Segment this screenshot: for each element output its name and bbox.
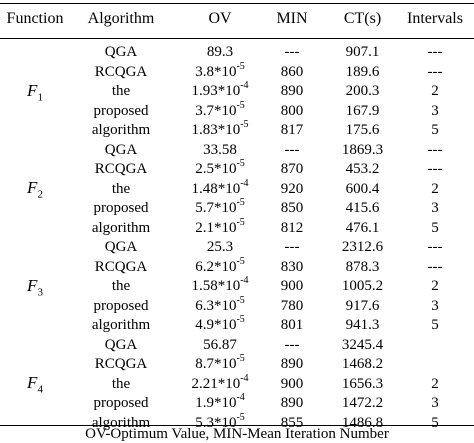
cell-intervals: 5 [431,122,439,138]
header-intervals: Intervals [407,10,463,27]
ov-exponent: -5 [236,216,245,228]
cell-ct: 1869.3 [341,141,384,158]
ov-base: 56.87 [203,336,237,353]
header-algorithm: Algorithm [87,10,155,27]
cell-min: --- [284,239,300,255]
cell-min: 800 [280,102,304,119]
ov-base: 1.58*10 [191,278,241,294]
cell-ct: 1472.2 [341,395,384,411]
cell-min: 812 [280,219,304,236]
cell-ov [170,160,270,180]
cell-algorithm: RCQGA [94,258,148,275]
ov-base: 1.83*10 [191,122,241,138]
cell-intervals: 3 [431,395,439,411]
table-footnote: OV-Optimum Value, MIN-Mean Iteration Number [85,426,389,442]
ov-base: 2.5*10 [195,161,237,177]
cell-intervals [398,336,472,356]
cell-algorithm: RCQGA [94,63,148,80]
cell-ct: 200.3 [345,83,380,99]
function-letter: F [27,80,38,100]
cell-algorithm: algorithm [91,317,151,333]
cell-algorithm: QGA [104,336,138,353]
cell-ct: 453.2 [345,161,380,177]
ov-exponent: -4 [240,275,249,286]
cell-intervals: 2 [431,83,439,99]
function-subscript: 2 [37,188,43,201]
cell-ct: 3245.4 [341,336,384,353]
function-letter: F [27,178,38,198]
cell-ov [170,277,270,297]
cell-min: 817 [280,122,304,138]
cell-intervals: 3 [431,200,439,216]
cell-ov [170,316,270,336]
cell-algorithm: algorithm [91,219,151,236]
ov-exponent: -4 [240,80,249,91]
cell-algorithm: proposed [93,200,149,216]
cell-ov [170,372,270,395]
ov-base: 3.8*10 [195,63,237,80]
cell-intervals: 2 [431,180,439,197]
ov-base: 25.3 [206,239,234,255]
cell-ov [170,199,270,219]
ov-exponent: -5 [240,119,249,130]
cell-ct: 1468.2 [341,356,384,372]
ov-base: 4.9*10 [195,317,237,333]
function-label [0,373,70,399]
cell-min: --- [284,336,300,353]
ov-exponent: -4 [240,372,249,384]
header-function: Function [6,10,64,27]
ov-exponent: -5 [236,294,245,306]
ov-exponent: -5 [236,60,245,72]
ov-base: 1.48*10 [191,180,241,197]
cell-min: 870 [280,161,304,177]
table-header [0,0,474,36]
cell-ov [170,255,270,278]
cell-algorithm: proposed [93,297,149,314]
top-rule [0,3,474,4]
ov-base: 1.9*10 [195,395,237,411]
ov-base: 33.58 [203,141,237,158]
cell-min: 850 [280,200,304,216]
cell-algorithm: the [111,278,131,294]
cell-algorithm: proposed [93,395,149,411]
cell-ov [170,238,270,258]
cell-algorithm: the [111,375,131,392]
cell-min: 801 [280,317,304,333]
cell-ov [170,60,270,83]
ov-exponent: -5 [236,353,245,364]
cell-ov [170,141,270,161]
function-label [0,178,70,204]
cell-algorithm: RCQGA [94,161,148,177]
ov-base: 1.93*10 [191,83,241,99]
cell-intervals: 2 [431,375,439,392]
cell-ov [170,177,270,200]
cell-intervals: --- [427,258,443,275]
cell-min: --- [284,141,300,158]
cell-ct: 941.3 [345,317,380,333]
ov-base: 3.7*10 [195,102,237,119]
header-ct: CT(s) [343,10,382,27]
ov-exponent: -4 [236,392,245,403]
cell-ov [170,336,270,356]
cell-intervals: --- [427,141,443,158]
cell-algorithm: the [111,180,131,197]
function-letter: F [27,373,38,393]
cell-algorithm: RCQGA [94,356,148,372]
function-subscript: 3 [37,286,43,299]
cell-intervals: --- [427,63,443,80]
cell-ct: 175.6 [345,122,380,138]
cell-algorithm: QGA [104,141,138,158]
cell-ct: 878.3 [345,258,380,275]
cell-algorithm: algorithm [91,122,151,138]
cell-ov [170,121,270,141]
cell-ct: 415.6 [345,200,380,216]
ov-exponent: -4 [240,177,249,189]
cell-min: 890 [280,395,304,411]
ov-base: 2.1*10 [195,219,237,236]
ov-base: 5.3*10 [195,414,237,431]
function-subscript: 1 [37,91,43,104]
cell-min: --- [284,44,300,60]
cell-min: 890 [280,83,304,99]
cell-intervals: 5 [431,317,439,333]
header-ov: OV [208,10,232,27]
cell-intervals: 3 [431,102,439,119]
ov-base: 6.3*10 [195,297,237,314]
cell-algorithm: QGA [104,239,138,255]
cell-ct: 1005.2 [341,278,384,294]
cell-intervals: --- [427,239,443,255]
cell-intervals [398,355,472,375]
cell-ct: 907.1 [345,44,380,60]
cell-intervals: 5 [431,219,439,236]
ov-exponent: -5 [236,255,245,267]
function-label [0,81,70,107]
ov-base: 2.21*10 [191,375,241,392]
ov-exponent: -5 [236,197,245,208]
cell-min: 920 [280,180,304,197]
cell-ov [170,82,270,102]
cell-algorithm: proposed [93,102,149,119]
cell-ct: 917.6 [345,297,380,314]
cell-min: 860 [280,63,304,80]
cell-ct: 1656.3 [341,375,384,392]
function-label [0,276,70,302]
cell-algorithm: algorithm [91,414,151,431]
function-letter: F [27,275,38,295]
cell-min: 780 [280,297,304,314]
ov-exponent: -5 [236,99,245,111]
cell-intervals: 2 [431,278,439,294]
ov-exponent: -5 [236,314,245,325]
cell-intervals: --- [427,44,443,60]
cell-ov [170,355,270,375]
cell-ov [170,43,270,63]
ov-base: 8.7*10 [195,356,237,372]
cell-algorithm: QGA [104,44,138,60]
cell-ov [170,99,270,122]
cell-ct: 2312.6 [341,239,384,255]
cell-intervals: 5 [431,414,439,431]
cell-ov [170,216,270,239]
function-subscript: 4 [37,383,43,396]
cell-min: 855 [280,414,304,431]
cell-ct: 189.6 [345,63,380,80]
ov-base: 6.2*10 [195,258,237,275]
cell-min: 900 [280,278,304,294]
ov-base: 5.7*10 [195,200,237,216]
cell-intervals: 3 [431,297,439,314]
header-min: MIN [276,10,308,27]
cell-ct: 600.4 [345,180,380,197]
cell-ov [170,294,270,317]
cell-ct: 476.1 [345,219,380,236]
cell-intervals: --- [427,161,443,177]
ov-exponent: -5 [236,411,245,423]
cell-algorithm: the [111,83,131,99]
ov-exponent: -5 [236,158,245,169]
cell-min: 890 [280,356,304,372]
cell-ct: 167.9 [345,102,380,119]
cell-ov [170,394,270,414]
cell-ct: 1486.8 [341,414,384,431]
header-rule [0,38,474,39]
ov-base: 89.3 [206,44,234,60]
cell-min: 830 [280,258,304,275]
cell-min: 900 [280,375,304,392]
